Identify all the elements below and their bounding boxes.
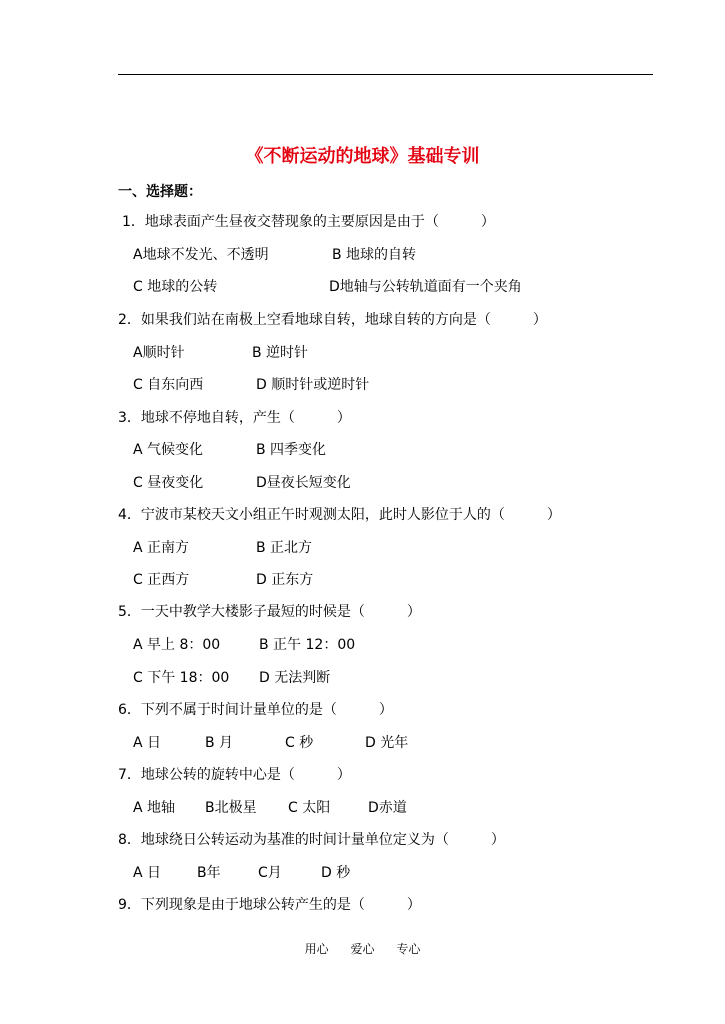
question-8-stem: 8．地球绕日公转运动为基准的时间计量单位定义为（ ） [118,832,505,848]
option: C 秒 [285,735,314,751]
option: C 昼夜变化 [133,475,204,491]
option: A 地轴 [133,800,176,816]
footer-text: 爱心 [350,942,375,956]
header-rule [118,74,653,75]
option: D 无法判断 [259,670,331,686]
option: B 月 [205,735,234,751]
option: C 太阳 [288,800,331,816]
option: A 日 [133,735,162,751]
option: D 顺时针或逆时针 [256,377,370,393]
option: A 早上 8：00 [133,637,221,653]
question-5-stem: 5．一天中教学大楼影子最短的时候是（ ） [118,604,421,620]
question-2-stem: 2．如果我们站在南极上空看地球自转，地球自转的方向是（ ） [118,312,547,328]
option: B 正午 12：00 [259,637,356,653]
page-footer [0,940,725,957]
section-heading: 一、选择题： [118,184,202,200]
option: C月 [258,865,282,881]
option: A地球不发光、不透明 [133,247,269,263]
question-1-stem: 1．地球表面产生昼夜交替现象的主要原因是由于（ ） [122,214,495,230]
question-6-stem: 6．下列不属于时间计量单位的是（ ） [118,702,393,718]
option: D昼夜长短变化 [256,475,351,491]
option: A顺时针 [133,345,185,361]
option: C 正西方 [133,572,190,588]
question-9-stem: 9．下列现象是由于地球公转产生的是（ ） [118,897,421,913]
option: D 光年 [365,735,409,751]
footer-text: 用心 [304,942,329,956]
option: C 地球的公转 [133,279,218,295]
option: C 自东向西 [133,377,204,393]
document-title: 《不断运动的地球》基础专训 [245,146,480,167]
question-3-stem: 3．地球不停地自转，产生（ ） [118,410,351,426]
question-4-stem: 4．宁波市某校天文小组正午时观测太阳，此时人影位于人的（ ） [118,507,561,523]
option: B 地球的自转 [332,247,417,263]
option: B北极星 [205,800,257,816]
option: B 四季变化 [256,442,327,458]
footer-text: 专心 [396,942,421,956]
question-7-stem: 7．地球公转的旋转中心是（ ） [118,767,351,783]
option: A 正南方 [133,540,190,556]
option: B 逆时针 [252,345,309,361]
option: A 气候变化 [133,442,204,458]
option: D 正东方 [256,572,314,588]
option: D地轴与公转轨道面有一个夹角 [329,279,522,295]
option: C 下午 18：00 [133,670,230,686]
option: D 秒 [321,865,351,881]
option: B年 [197,865,221,881]
option: A 日 [133,865,162,881]
option: B 正北方 [256,540,313,556]
option: D赤道 [368,800,407,816]
